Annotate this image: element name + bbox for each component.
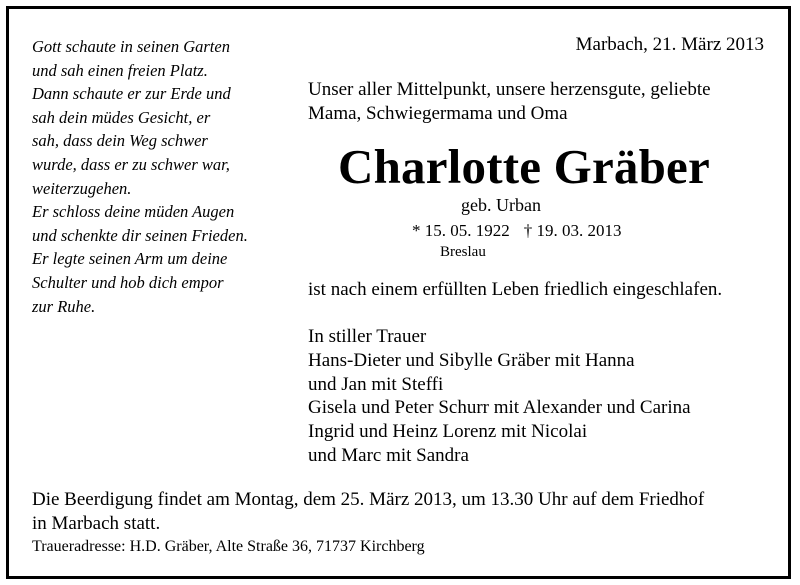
mourner-line: und Marc mit Sandra xyxy=(308,444,469,466)
poem-line: wurde, dass er zu schwer war, xyxy=(32,154,230,174)
mourner-line: Hans-Dieter und Sibylle Gräber mit Hanna xyxy=(308,349,635,371)
poem-line: sah, dass dein Weg schwer xyxy=(32,131,208,151)
intro-line: Unser aller Mittelpunkt, unsere herzensgute, geliebte xyxy=(308,79,711,100)
poem-line: zur Ruhe. xyxy=(32,296,96,316)
mourners-list xyxy=(308,325,691,468)
mourner-line: und Jan mit Steffi xyxy=(308,373,444,395)
poem-line: Er schloss deine müden Augen xyxy=(32,202,235,222)
mourner-line: Gisela und Peter Schurr mit Alexander und Carina xyxy=(308,397,691,419)
poem-line: und schenkte dir seinen Frieden. xyxy=(32,225,248,245)
death-date: † 19. 03. 2013 xyxy=(523,221,622,240)
poem-line: und sah einen freien Platz. xyxy=(32,60,208,80)
poem-line: Gott schaute in seinen Garten xyxy=(32,37,230,56)
poem xyxy=(32,35,292,318)
birthplace: Breslau xyxy=(440,244,486,260)
funeral-info xyxy=(32,488,704,535)
intro-line: Mama, Schwiegermama und Oma xyxy=(308,103,568,124)
poem-line: Er legte seinen Arm um deine xyxy=(32,249,228,269)
funeral-line: Die Beerdigung findet am Montag, dem 25. März 2013, um 13.30 Uhr auf dem Friedhof xyxy=(32,489,705,510)
funeral-line: in Marbach statt. xyxy=(32,512,161,534)
poem-line: weiterzugehen. xyxy=(32,178,132,198)
place-date: Marbach, 21. März 2013 xyxy=(575,34,764,55)
mourning-address: Traueradresse: H.D. Gräber, Alte Straße 36, 71737 Kirchberg xyxy=(32,538,425,555)
life-dates xyxy=(412,221,622,241)
birth-date: * 15. 05. 1922 xyxy=(412,221,510,240)
poem-line: Dann schaute er zur Erde und xyxy=(32,84,231,104)
mourner-line: Ingrid und Heinz Lorenz mit Nicolai xyxy=(308,421,588,443)
deceased-name: Charlotte Gräber xyxy=(338,139,710,194)
intro-text xyxy=(308,78,711,126)
maiden-name: geb. Urban xyxy=(461,195,541,215)
passed-away-text: ist nach einem erfüllten Leben friedlich eingeschlafen. xyxy=(308,279,723,300)
poem-line: sah dein müdes Gesicht, er xyxy=(32,107,211,127)
mourner-line: In stiller Trauer xyxy=(308,326,427,347)
poem-line: Schulter und hob dich empor xyxy=(32,272,224,292)
